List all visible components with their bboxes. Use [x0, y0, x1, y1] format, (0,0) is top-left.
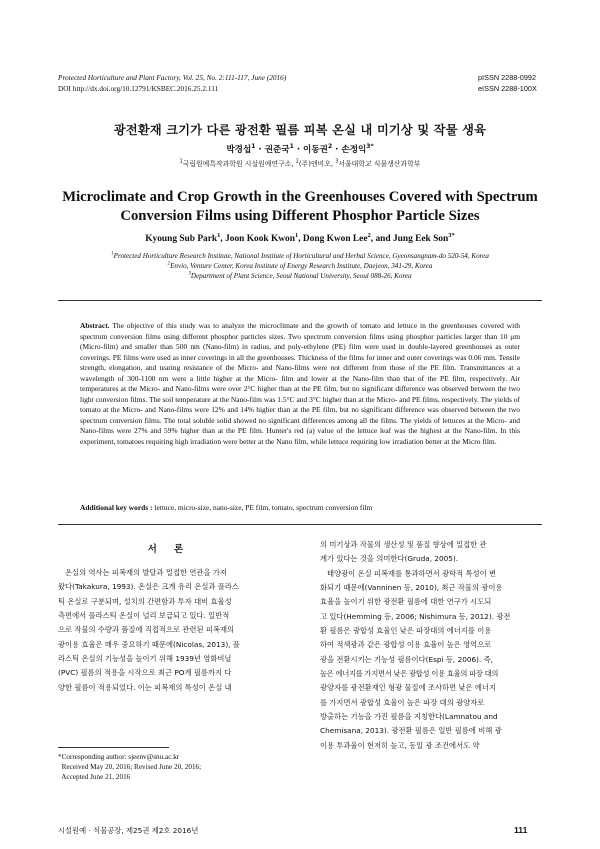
author-name: 권준국	[264, 145, 290, 155]
pissn: pISSN 2288-0992	[478, 73, 537, 82]
affiliation: 국립원예특작과학원 시설원예연구소,	[182, 160, 296, 168]
author-sup: 1	[294, 231, 299, 239]
korean-authors: 박경섭$^1$ · 권준국$^1$ · 이동권$^2$ · 손정익$^{3*}$	[226, 143, 374, 155]
english-affiliations	[58, 251, 542, 281]
journal-footer: 시설원예 · 식물공장, 제25권 제2호 2016년	[58, 826, 199, 835]
author-sup: 2	[367, 231, 371, 239]
journal-citation	[58, 73, 286, 94]
author-sep: ,	[220, 234, 226, 244]
affiliation: (주)엔비오,	[298, 160, 336, 168]
eissn: eISSN 2288-100X	[478, 83, 537, 93]
accepted-date: Accepted June 21, 2016	[58, 773, 131, 782]
author-sep: ,	[298, 234, 303, 244]
english-title	[58, 188, 542, 225]
author-name: 이동권	[303, 145, 328, 155]
author-sup: 1	[217, 231, 221, 239]
text-line: 고 있다(Hemming 등, 2006; Nishimura 등, 2012). 광전	[320, 611, 511, 621]
text-line: Chemisana, 2013). 광전환 필름은 일반 필름에 비해 광	[320, 726, 502, 736]
author-sup: 1	[251, 143, 256, 151]
abstract-text: The objective of this study was to analyze the microclimate and the growth of tomato and lettuce in the greenhouses covered with spectrum conversion films using different phosphor particles sizes. Two spectrum conversion films using phosphor particles larger than 10 μm (Micro-film) and smaller than 500 nm (Nano-film) in radius, and poly-ethylene (PE) film were used in double-layered greenhouses as outer coverings. PE films were used as inner coverings in all the greenhouses. Thickness of the films for inner and outer coverings was 0.06 mm. Tensile strength, elongation, and tearing resistance of the Micro- and Nano-films were not different from those of the PE film. Transmittances at a wavelength of 300-1100 nm were a little higher at the Micro- film and lower at the Nano-film than that of the PE film, respectively. Air temperatures at the Micro- and Nano-films were over 2°C higher than at the PE film, but no significant difference was observed between the two light conversion films. The soil temperature at the Nano-film was 1.5°C and 3°C higher than at the Micro- and PE films, respectively. The yields of tomato at the Micro- and Nano-films were 12% and 14% higher than at the PE film, but no significant difference was observed between the two spectrum conversion films. The total soluble solid showed no significant differences among all the films. The yields of lettuces at the Micro- and Nano-films were 27% and 59% higher than at the PE film. Hunter's red (a) value of the lettuce leaf was the highest at the Nano-film. In this experiment, tomatoes requiring high irradiation were better at the Nano film, while lettuce requiring low irradiation better at the Micro film.	[80, 321, 520, 447]
text-line: 온실의 역사는 피복재의 발달과 밀접한 연관을 가져	[65, 568, 227, 577]
abstract-bottom-rule	[58, 524, 542, 525]
text-line: 이용 투과율이 현저히 높고, 동일 광 조건에서도 약	[320, 740, 480, 750]
corresponding-author: *Corresponding author: sjeenv@snu.ac.kr	[58, 753, 180, 761]
affiliation-line	[58, 271, 542, 281]
body-right-column	[320, 538, 542, 753]
footnote-rule	[58, 747, 169, 748]
text-line: 왔다(Takakura, 1993). 온실은 크게 유리 온실과 플라스	[58, 582, 239, 592]
received-date: Received May 20, 2016; Revised June 20, 2016;	[58, 763, 202, 772]
text-line: 태양광이 온실 피복재를 통과하면서 광학적 특성이 변	[327, 568, 496, 578]
author-sep: , and	[370, 234, 393, 244]
author-name: 박경섭	[226, 145, 252, 155]
english-title-line: Conversion Films using Different Phosphor Particle Sizes	[120, 207, 480, 224]
affiliation-line	[58, 251, 542, 261]
issn-block	[478, 73, 537, 94]
text-line: 환 필름은 광합성 효율인 낮은 파장대의 에너지를 이용	[320, 626, 492, 636]
body-left-column	[58, 566, 280, 695]
affil-sup: 3	[188, 271, 191, 277]
text-line: 측면에서 플라스틱 온실이 널리 보급되고 있다. 일반적	[58, 611, 230, 621]
text-line: 광양자를 광전환재인 형광 물질에 조사하면 낮은 에너지	[320, 683, 497, 693]
affiliation-line	[58, 261, 542, 271]
author-name: Joon Kook Kwon	[225, 234, 295, 244]
author-sup: 1	[289, 143, 294, 151]
text-line: 틱 온실로 구분되며, 설치의 간편함과 투자 대비 효율성	[58, 596, 232, 606]
text-line: 높은 에너지를 가지면서 낮은 광합성 이용 효율의 파장 대의	[320, 669, 499, 679]
text-line: 를 가지면서 광합성 효율이 높은 파장 대의 광양자로	[320, 697, 485, 707]
text-line: (PVC) 필름의 적용을 시작으로 최근 PO계 필름까지 다	[58, 668, 232, 678]
affiliation: Department of Plant Science, Seoul National University, Seoul 088-26, Korea	[190, 272, 412, 280]
korean-affiliations	[58, 158, 542, 168]
korean-title: 광전환재 크기가 다른 광전환 필름 피복 온실 내 미기상 및 작물 생육	[113, 123, 487, 137]
affil-sup: 1	[111, 251, 114, 257]
author-name: 손정익	[341, 145, 367, 155]
text-line: 양한 필름이 적용되었다. 이는 피복재의 특성이 온실 내	[58, 682, 232, 692]
affil-sup: 3	[335, 159, 339, 165]
abstract-label: Abstract.	[80, 321, 110, 330]
text-line: 효율을 높이기 위한 광전환 필름에 대한 연구가 시도되	[320, 597, 492, 607]
author-name: Jung Eek Son	[392, 234, 449, 244]
text-line: 의 미기상과 작물의 생산성 및 품질 향상에 밀접한 관	[320, 540, 487, 549]
affiliation: Protected Horticulture Research Institute, National Institute of Horticultural and Herbal Science, Gyeonsangnam-do 520-54, Korea	[113, 252, 489, 260]
text-line: 하여 적색광과 같은 광합성 이용 효율이 높은 영역으로	[320, 640, 492, 650]
text-line: 방출하는 기능을 가진 필름을 지칭한다(Lamnatou and	[320, 712, 498, 722]
doi-line[interactable]: DOI http://dx.doi.org/10.12791/KSBEC.2016.25.2.111	[58, 83, 219, 93]
affil-sup: 2	[167, 261, 171, 267]
affiliation: Envio, Venture Center, Korea Institute of Energy Research Institute, Daejeon, 341-29, Korea	[170, 262, 433, 270]
text-line: 으로 작물의 수량과 품질에 직접적으로 관련된 피복재의	[58, 625, 235, 635]
text-line: 광이용 효율은 매우 중요하기 때문에(Nicolas, 2013), 플	[58, 639, 240, 649]
text-line: 화되기 때문에(Vanninen 등, 2010), 최근 작물의 광이용	[320, 583, 503, 593]
text-line: 라스틱 온실의 기능성을 높이기 위해 1939년 염화비닐	[58, 654, 232, 664]
author-name: Dong Kwon Lee	[302, 234, 368, 244]
text-line: 광을 전환시키는 기능성 필름이다(Espi 등, 2006). 즉,	[320, 654, 493, 664]
keywords	[80, 503, 520, 512]
abstract-top-rule	[58, 300, 542, 301]
english-authors	[58, 231, 542, 244]
author-name: Kyoung Sub Park	[145, 234, 218, 244]
abstract	[80, 321, 520, 448]
section-title: 서 론	[147, 544, 191, 555]
author-sup: 3*	[448, 231, 455, 239]
author-sup: 2	[327, 143, 333, 151]
text-line: 계가 있다는 것을 의미한다(Gruda, 2005).	[320, 554, 459, 564]
english-title-line: Microclimate and Crop Growth in the Greenhouses Covered with Spectrum	[62, 189, 538, 205]
keywords-label: Additional key words :	[80, 503, 153, 512]
affil-sup: 2	[295, 159, 299, 165]
footnotes	[58, 752, 201, 783]
affil-sup: 1	[179, 159, 183, 165]
journal-line: Protected Horticulture and Plant Factory, Vol. 25, No. 2:111-117, June (2016)	[58, 73, 287, 82]
page-number: 111	[514, 825, 528, 835]
affiliation: 서울대학교 식물생산과학부	[338, 160, 421, 168]
keywords-text: lettuce, micro-size, nano-size, PE film, tomato, spectrum conversion film	[152, 503, 373, 512]
author-sup: 3*	[366, 143, 374, 151]
